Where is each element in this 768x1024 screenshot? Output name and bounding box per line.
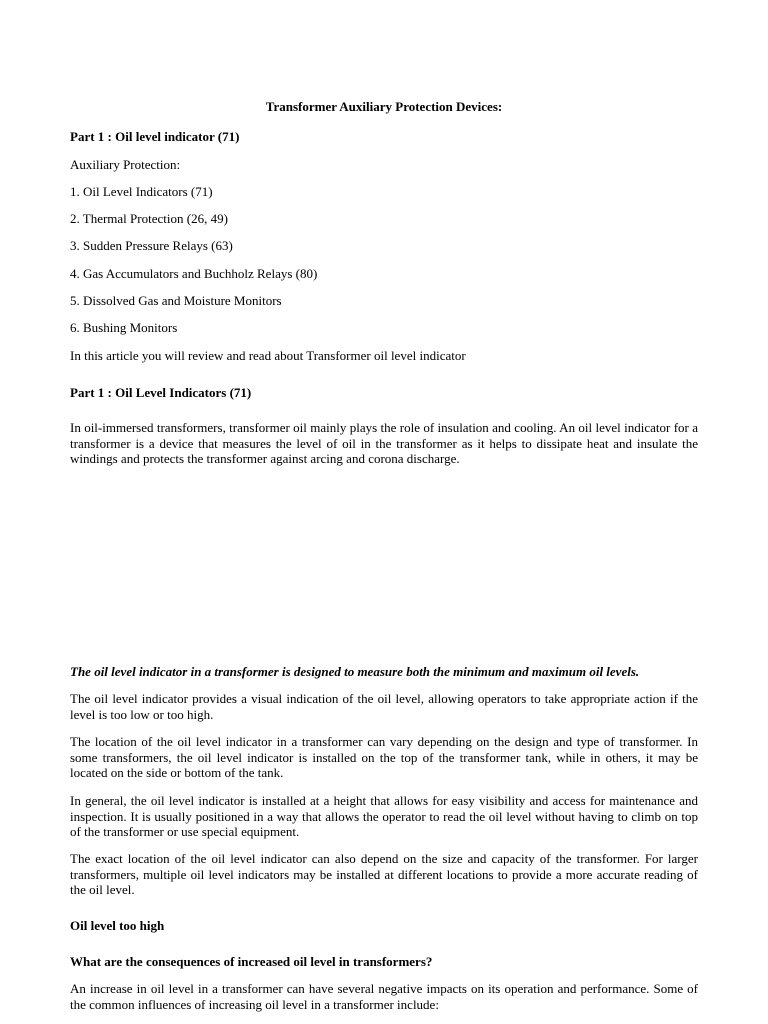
paragraph-intro: In oil-immersed transformers, transformer oil mainly plays the role of insulation and cooling. An oil level indicator for a transformer is a device that measures the level of oil in the transformer as it helps to dissipate heat and insulate the windings and protects the transformer against arcing and corona discharge. (70, 420, 698, 466)
paragraph-general: In general, the oil level indicator is installed at a height that allows for easy visibility and access for maintenance and inspection. It is usually positioned in a way that allows the operator to read the oil level without having to climb on top of the transformer or use special equipment. (70, 793, 698, 839)
list-item: 4. Gas Accumulators and Buchholz Relays (80) (70, 266, 318, 281)
document-title: Transformer Auxiliary Protection Devices: (265, 99, 503, 114)
consequences-heading: What are the consequences of increased oil level in transformers? (70, 954, 433, 969)
list-item: 2. Thermal Protection (26, 49) (70, 211, 228, 226)
list-item: 5. Dissolved Gas and Moisture Monitors (70, 293, 282, 308)
list-item: 1. Oil Level Indicators (71) (70, 184, 213, 199)
aux-protection-label: Auxiliary Protection: (70, 157, 181, 172)
list-item: 3. Sudden Pressure Relays (63) (70, 238, 233, 253)
emphasis-line: The oil level indicator in a transformer is designed to measure both the minimum and maximum oil levels. (70, 664, 640, 679)
oil-high-heading: Oil level too high (70, 918, 165, 933)
paragraph-visual: The oil level indicator provides a visual indication of the oil level, allowing operators to take appropriate action if the level is too low or too high. (70, 691, 698, 722)
paragraph-exact: The exact location of the oil level indicator can also depend on the size and capacity of the transformer. For larger transformers, multiple oil level indicators may be installed at different locations to provide a more accurate reading of the oil level. (70, 851, 698, 897)
section-heading: Part 1 : Oil Level Indicators (71) (70, 385, 252, 400)
part1-heading: Part 1 : Oil level indicator (71) (70, 129, 240, 144)
paragraph-increase: An increase in oil level in a transformer can have several negative impacts on its operation and performance. Some of the common influences of increasing oil level in a transformer include: (70, 981, 698, 1012)
intro-line: In this article you will review and read about Transformer oil level indicator (70, 348, 466, 363)
image-area (70, 480, 698, 650)
paragraph-location: The location of the oil level indicator in a transformer can vary depending on the design and type of transformer. In some transformers, the oil level indicator is installed on the top of the transformer tank, while in others, it may be located on the side or bottom of the tank. (70, 734, 698, 780)
list-item: 6. Bushing Monitors (70, 320, 178, 335)
